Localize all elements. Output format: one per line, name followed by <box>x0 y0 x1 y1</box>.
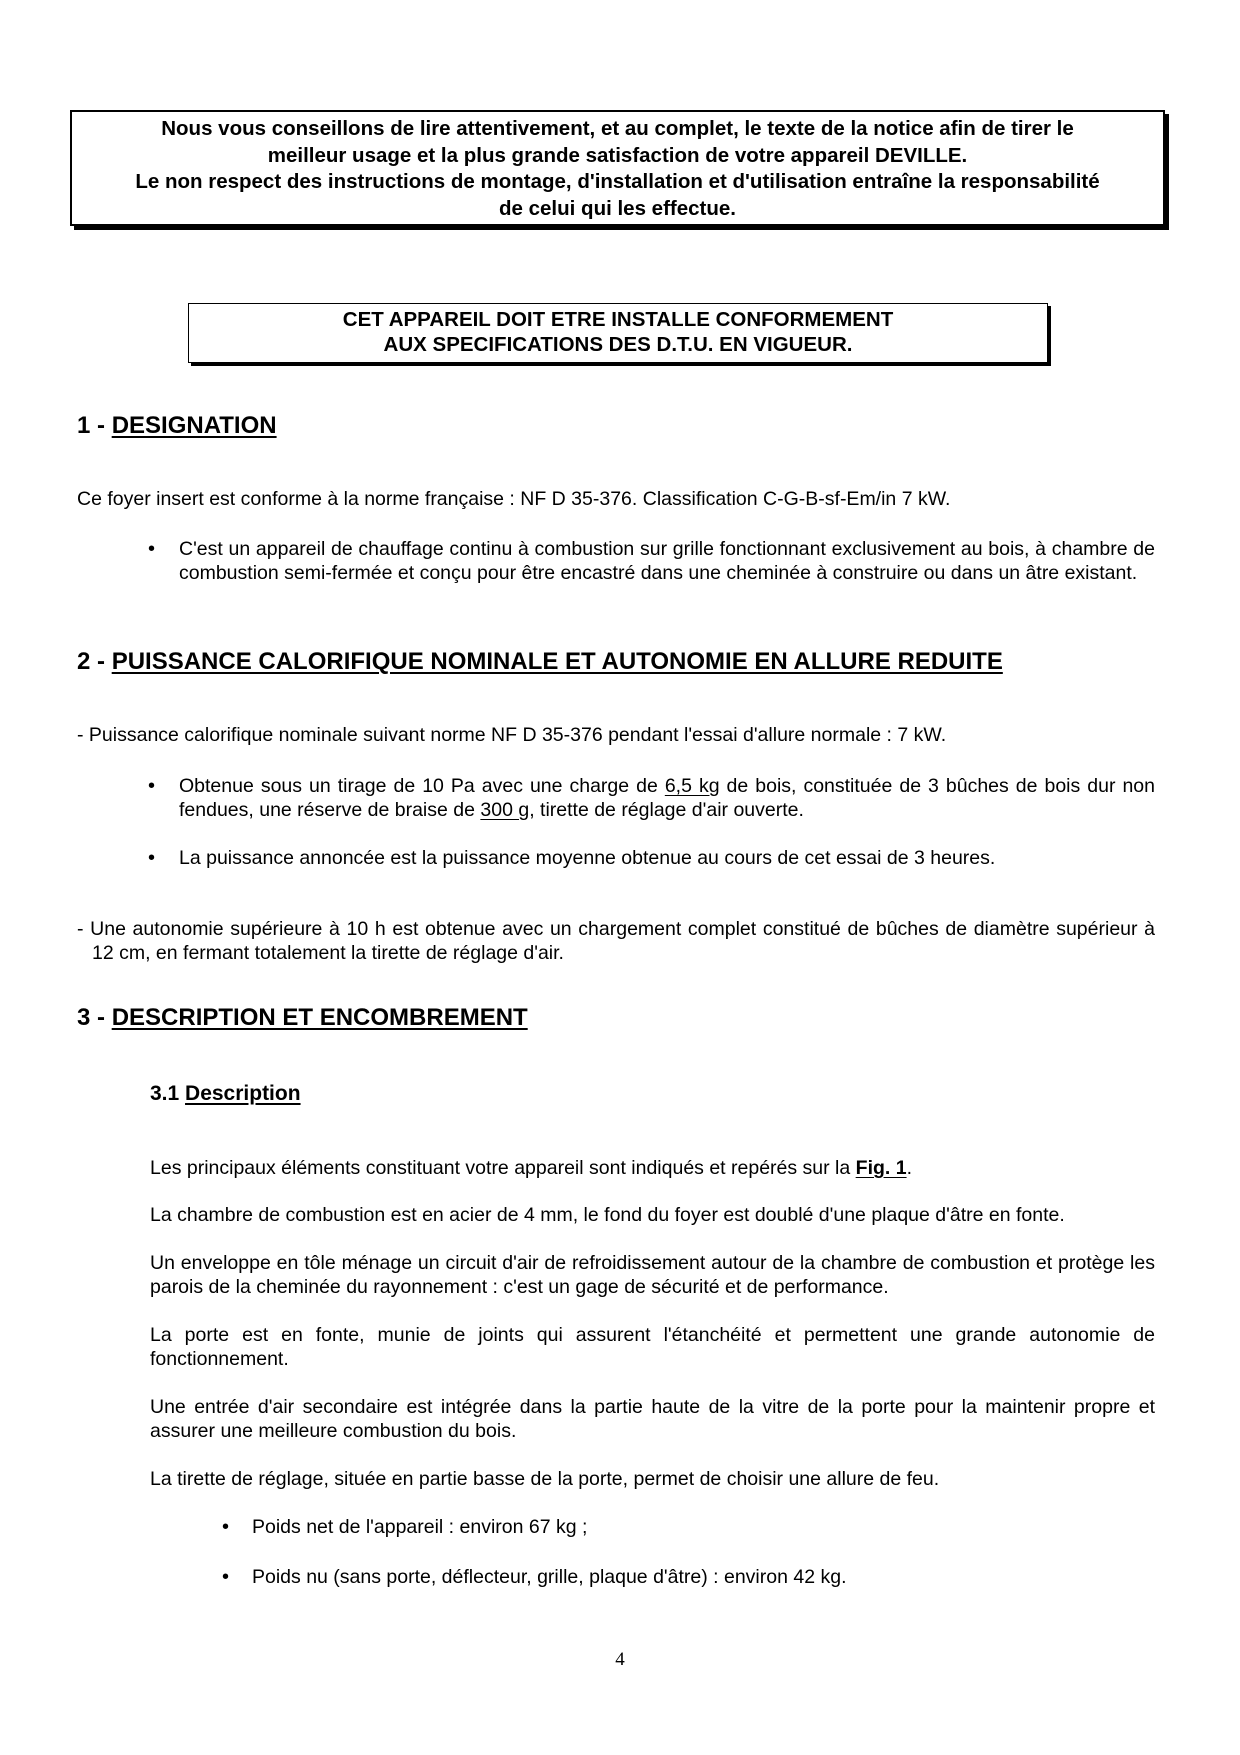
subsection-number: 3.1 <box>150 1082 186 1105</box>
notice-line: meilleur usage et la plus grande satisfaction de votre appareil DEVILLE. <box>267 143 968 167</box>
section3-number: 3 - <box>77 1004 112 1031</box>
subsection-heading <box>150 1081 301 1107</box>
bullet-icon: • <box>222 1566 230 1588</box>
section1-heading <box>77 412 277 440</box>
section3-bullet2: Poids nu (sans porte, déflecteur, grille, plaque d'âtre) : environ 42 kg. <box>252 1566 847 1588</box>
notice-line: Le non respect des instructions de montage, d'installation et d'utilisation entraîne la responsabilité <box>135 170 1100 193</box>
section2-autonomy: - Une autonomie supérieure à 10 h est obtenue avec un chargement complet constitué de bûches de diamètre supérieur à 12 cm, en fermant totalement la tirette de réglage d'air. <box>77 918 1155 964</box>
section1-intro: Ce foyer insert est conforme à la norme française : NF D 35-376. Classification C-G-B-sf-Em/in 7 kW. <box>77 488 951 510</box>
bullet-icon: • <box>222 1516 230 1538</box>
ember-weight: 300 g <box>480 799 530 821</box>
section3-para1: Les principaux éléments constituant votre appareil sont indiqués et repérés sur la Fig. 1. <box>150 1157 912 1179</box>
page-number: 4 <box>615 1649 625 1670</box>
subsection-title: Description <box>185 1082 301 1105</box>
section3-para3: Un enveloppe en tôle ménage un circuit d'air de refroidissement autour de la chambre de combustion et protège les parois de la cheminée du rayonnement : c'est un gage de sécurité et de performance. <box>150 1252 1155 1298</box>
bullet-icon: • <box>148 847 156 869</box>
section3-para2: La chambre de combustion est en acier de 4 mm, le fond du foyer est doublé d'une plaque d'âtre en fonte. <box>150 1204 1065 1226</box>
section2-heading <box>77 648 1003 676</box>
section3-title: DESCRIPTION ET ENCOMBREMENT <box>111 1004 528 1031</box>
section2-title: PUISSANCE CALORIFIQUE NOMINALE ET AUTONOMIE EN ALLURE REDUITE <box>111 648 1003 675</box>
section3-para4: La porte est en fonte, munie de joints qui assurent l'étanchéité et permettent une grande autonomie de fonctionnement. <box>150 1324 1155 1370</box>
bullet-icon: • <box>148 775 156 797</box>
section3-heading <box>77 1004 528 1032</box>
notice-box <box>70 110 1165 226</box>
section2-bullet1: Obtenue sous un tirage de 10 Pa avec une charge de 6,5 kg de bois, constituée de 3 bûches de bois dur non fendues, une réserve de braise de 300 g, tirette de réglage d'air ouverte. <box>179 775 1155 821</box>
section2-bullet2: La puissance annoncée est la puissance moyenne obtenue au cours de cet essai de 3 heures. <box>179 847 996 869</box>
bullet-icon: • <box>148 538 156 560</box>
install-box <box>188 303 1048 363</box>
section2-line1: - Puissance calorifique nominale suivant norme NF D 35-376 pendant l'essai d'allure normale : 7 kW. <box>77 724 947 746</box>
section1-bullet: C'est un appareil de chauffage continu à combustion sur grille fonctionnant exclusivement au bois, à chambre de combustion semi-fermée et conçu pour être encastré dans une cheminée à construire ou dans un âtre existant. <box>179 538 1155 584</box>
charge-weight: 6,5 kg <box>664 775 720 797</box>
install-line: CET APPAREIL DOIT ETRE INSTALLE CONFORMEMENT <box>342 308 894 331</box>
section2-number: 2 - <box>77 648 112 675</box>
notice-line: de celui qui les effectue. <box>499 196 736 220</box>
figure-reference: Fig. 1 <box>855 1157 907 1179</box>
section1-number: 1 - <box>77 412 112 439</box>
section3-bullet1: Poids net de l'appareil : environ 67 kg ; <box>252 1516 588 1538</box>
section3-para5: Une entrée d'air secondaire est intégrée dans la partie haute de la vitre de la porte pour la maintenir propre et assurer une meilleure combustion du bois. <box>150 1396 1155 1442</box>
install-line: AUX SPECIFICATIONS DES D.T.U. EN VIGUEUR. <box>383 333 853 356</box>
section1-title: DESIGNATION <box>111 412 277 439</box>
notice-line: Nous vous conseillons de lire attentivement, et au complet, le texte de la notice afin de tirer le <box>161 117 1074 140</box>
section3-para6: La tirette de réglage, située en partie basse de la porte, permet de choisir une allure de feu. <box>150 1468 940 1490</box>
